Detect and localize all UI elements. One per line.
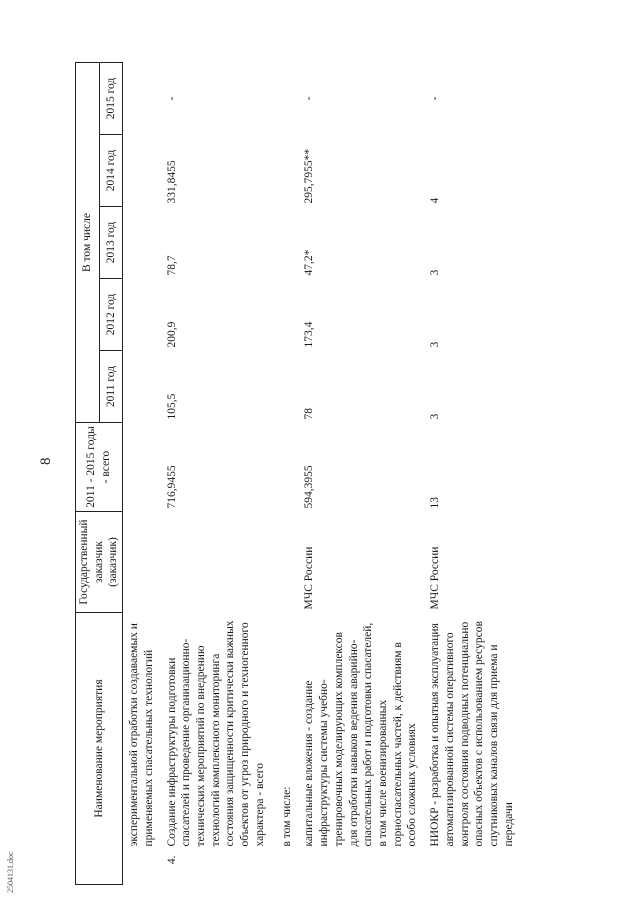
header-measure-name: Наименование мероприятия	[76, 613, 123, 885]
year-value: 4	[429, 197, 442, 204]
year-value: 78,7	[165, 255, 178, 276]
year-value: 3	[429, 341, 442, 348]
year-value: -	[429, 96, 442, 101]
year-value: 105,5	[165, 393, 178, 420]
year-value: -	[165, 96, 178, 101]
measure-name: в том числе:	[280, 786, 293, 847]
row-number	[123, 850, 161, 885]
customer	[123, 512, 161, 613]
measure-name: экспериментальной отработки создаваемых и применяемых спасательных технологий	[128, 623, 155, 847]
year-value	[272, 279, 299, 351]
year-value: 173,4	[303, 321, 316, 348]
total-value: 594,3955	[303, 465, 316, 509]
year-value	[272, 351, 299, 423]
total-value: 716,9455	[165, 465, 178, 509]
year-value: 3	[429, 413, 442, 420]
year-value	[123, 207, 161, 279]
customer	[272, 512, 299, 613]
row-number	[298, 850, 424, 885]
table-row	[161, 63, 272, 885]
header-customer: Государственный заказчик (заказчик)	[76, 512, 123, 613]
total-value	[123, 423, 161, 512]
header-year: 2011 год	[99, 351, 123, 423]
year-value	[272, 207, 299, 279]
total-value: 13	[429, 497, 442, 509]
year-value: 200,9	[165, 321, 178, 348]
file-name: 2504131.doc	[6, 851, 15, 893]
row-number	[272, 850, 299, 885]
table-row	[298, 63, 424, 885]
total-value	[272, 423, 299, 512]
customer: МЧС России	[303, 546, 316, 610]
measure-name: НИОКР - разработка и опытная эксплуатация автоматизированной системы оперативного контроля состояния подводных потенциально опасных объектов с использованием ресурсов спутниковых каналов связи для приема и передачи	[429, 621, 515, 847]
row-number	[424, 850, 520, 885]
year-value	[123, 279, 161, 351]
year-value	[272, 135, 299, 207]
year-value	[123, 135, 161, 207]
table-row	[272, 63, 299, 885]
year-value	[123, 351, 161, 423]
table-row	[123, 63, 161, 885]
header-including: В том числе	[76, 63, 100, 423]
header-total: 2011 - 2015 годы - всего	[76, 423, 123, 512]
year-value	[272, 63, 299, 135]
year-value: 78	[303, 408, 316, 420]
table-row	[424, 63, 520, 885]
year-value: 295,7955**	[303, 148, 316, 204]
header-year: 2015 год	[99, 63, 123, 135]
year-value: 3	[429, 269, 442, 276]
measure-name: капитальные вложения - создание инфраструктуры системы учебно-тренировочных моделирующих комплексов для отработки навыков ведения аварийно-спасательных работ и подготовки спасателей, в том числе военизированных горноспасательных частей, к действиям в особо сложных условиях	[303, 622, 419, 847]
customer	[161, 512, 272, 613]
year-value: 47,2*	[303, 249, 316, 276]
measures-table	[75, 62, 520, 885]
year-value: -	[303, 96, 316, 101]
year-value	[123, 63, 161, 135]
row-number: 4.	[165, 855, 178, 865]
page-number: 8	[38, 457, 54, 465]
measure-name: Создание инфраструктуры подготовки спасателей и проведение организационно-технических мероприятий по внедрению технологий комплексного мониторинга состояния защищенности критически важных объектов от угроз природного и техногенного характера - всего	[165, 620, 266, 847]
header-year: 2012 год	[99, 279, 123, 351]
customer: МЧС России	[429, 546, 442, 610]
header-year: 2013 год	[99, 207, 123, 279]
year-value: 331,8455	[165, 160, 178, 204]
header-year: 2014 год	[99, 135, 123, 207]
